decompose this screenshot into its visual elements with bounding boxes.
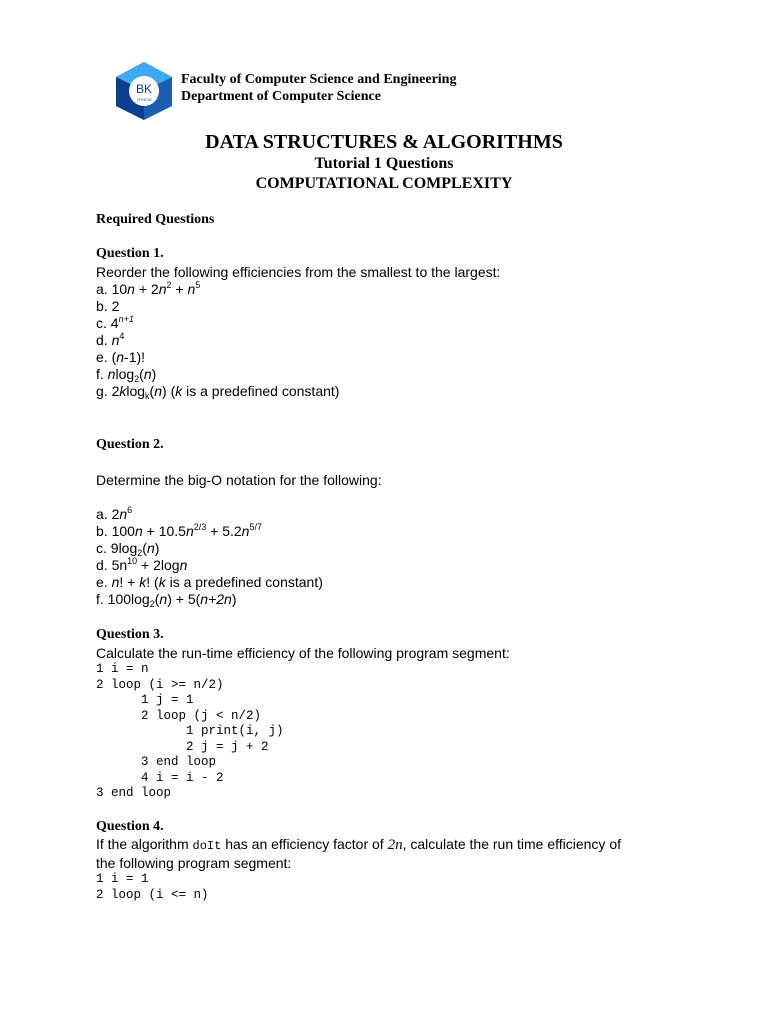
- code-line: 1 i = 1: [96, 872, 149, 886]
- question-1-heading: Question 1.: [96, 246, 164, 261]
- code-line: 3 end loop: [96, 786, 172, 800]
- q1-item-b: b. 2: [96, 298, 120, 314]
- code-line: 4 i = i - 2: [96, 770, 224, 785]
- department-name: Department of Computer Science: [181, 89, 381, 104]
- question-4-prompt: If the algorithm doIt has an efficiency factor of 2n, calculate the run time efficiency of the following program segment:: [96, 836, 622, 871]
- question-4-code: [96, 872, 209, 903]
- code-line: 2 j = j + 2: [96, 739, 269, 754]
- code-line: 1 print(i, j): [96, 724, 284, 738]
- code-line: 3 end loop: [96, 755, 217, 769]
- university-logo: [112, 60, 176, 122]
- q1-item-d: d. $n^4$: [96, 331, 125, 348]
- question-3-heading: Question 3.: [96, 627, 164, 642]
- question-2-prompt: Determine the big-O notation for the following:: [96, 472, 382, 488]
- document-subtitle: Tutorial 1 Questions: [314, 155, 454, 172]
- code-line: 1 i = n: [96, 662, 149, 676]
- q2-item-b: b. $100n + 10.5n^{2/3} + 5.2n^{5/7}$: [96, 522, 262, 539]
- q2-item-c: c. $9\log_2(n)$: [96, 540, 160, 558]
- code-line: 2 loop (i <= n): [96, 887, 209, 902]
- question-1-prompt: Reorder the following efficiencies from the smallest to the largest:: [96, 264, 501, 280]
- q1-item-c: c. $4^{n+1}$: [96, 314, 134, 331]
- q1-item-a: a. $10n + 2n^2 + n^5$: [96, 280, 201, 297]
- code-line: 1 j = 1: [96, 693, 194, 707]
- code-line: 2 loop (i >= n/2): [96, 677, 224, 692]
- code-line: 2 loop (j < n/2): [96, 708, 262, 723]
- q2-item-d: d. $5n^{10} + 2\log n$: [96, 556, 188, 573]
- faculty-name: Faculty of Computer Science and Engineering: [181, 72, 457, 87]
- question-3-prompt: Calculate the run-time efficiency of the following program segment:: [96, 645, 510, 661]
- question-2-heading: Question 2.: [96, 437, 164, 452]
- question-4-heading: Question 4.: [96, 819, 164, 834]
- q1-item-f: f. nlog$_2$(n): [96, 366, 157, 384]
- q2-item-f: f. $100\log_2(n) + 5(n+2n)$: [96, 591, 237, 609]
- institution-header: [181, 71, 456, 105]
- question-2-body: [96, 506, 323, 608]
- svg-text:TP.HCM: TP.HCM: [136, 97, 152, 102]
- required-questions-heading: Required Questions: [96, 212, 215, 227]
- question-3-code: [96, 662, 284, 802]
- q1-item-g: g. 2klog$_k$(n) (k is a predefined constant): [96, 383, 340, 401]
- q1-item-e: e. (n-1)!: [96, 349, 146, 365]
- svg-text:BK: BK: [135, 82, 153, 96]
- q2-item-a: a. $2n^6$: [96, 505, 133, 522]
- document-topic: COMPUTATIONAL COMPLEXITY: [255, 175, 513, 192]
- q2-item-e: e. n! + k! (k is a predefined constant): [96, 574, 323, 590]
- question-1-body: [96, 264, 500, 400]
- document-title: DATA STRUCTURES & ALGORITHMS: [205, 131, 563, 153]
- inline-code: doIt: [192, 839, 222, 853]
